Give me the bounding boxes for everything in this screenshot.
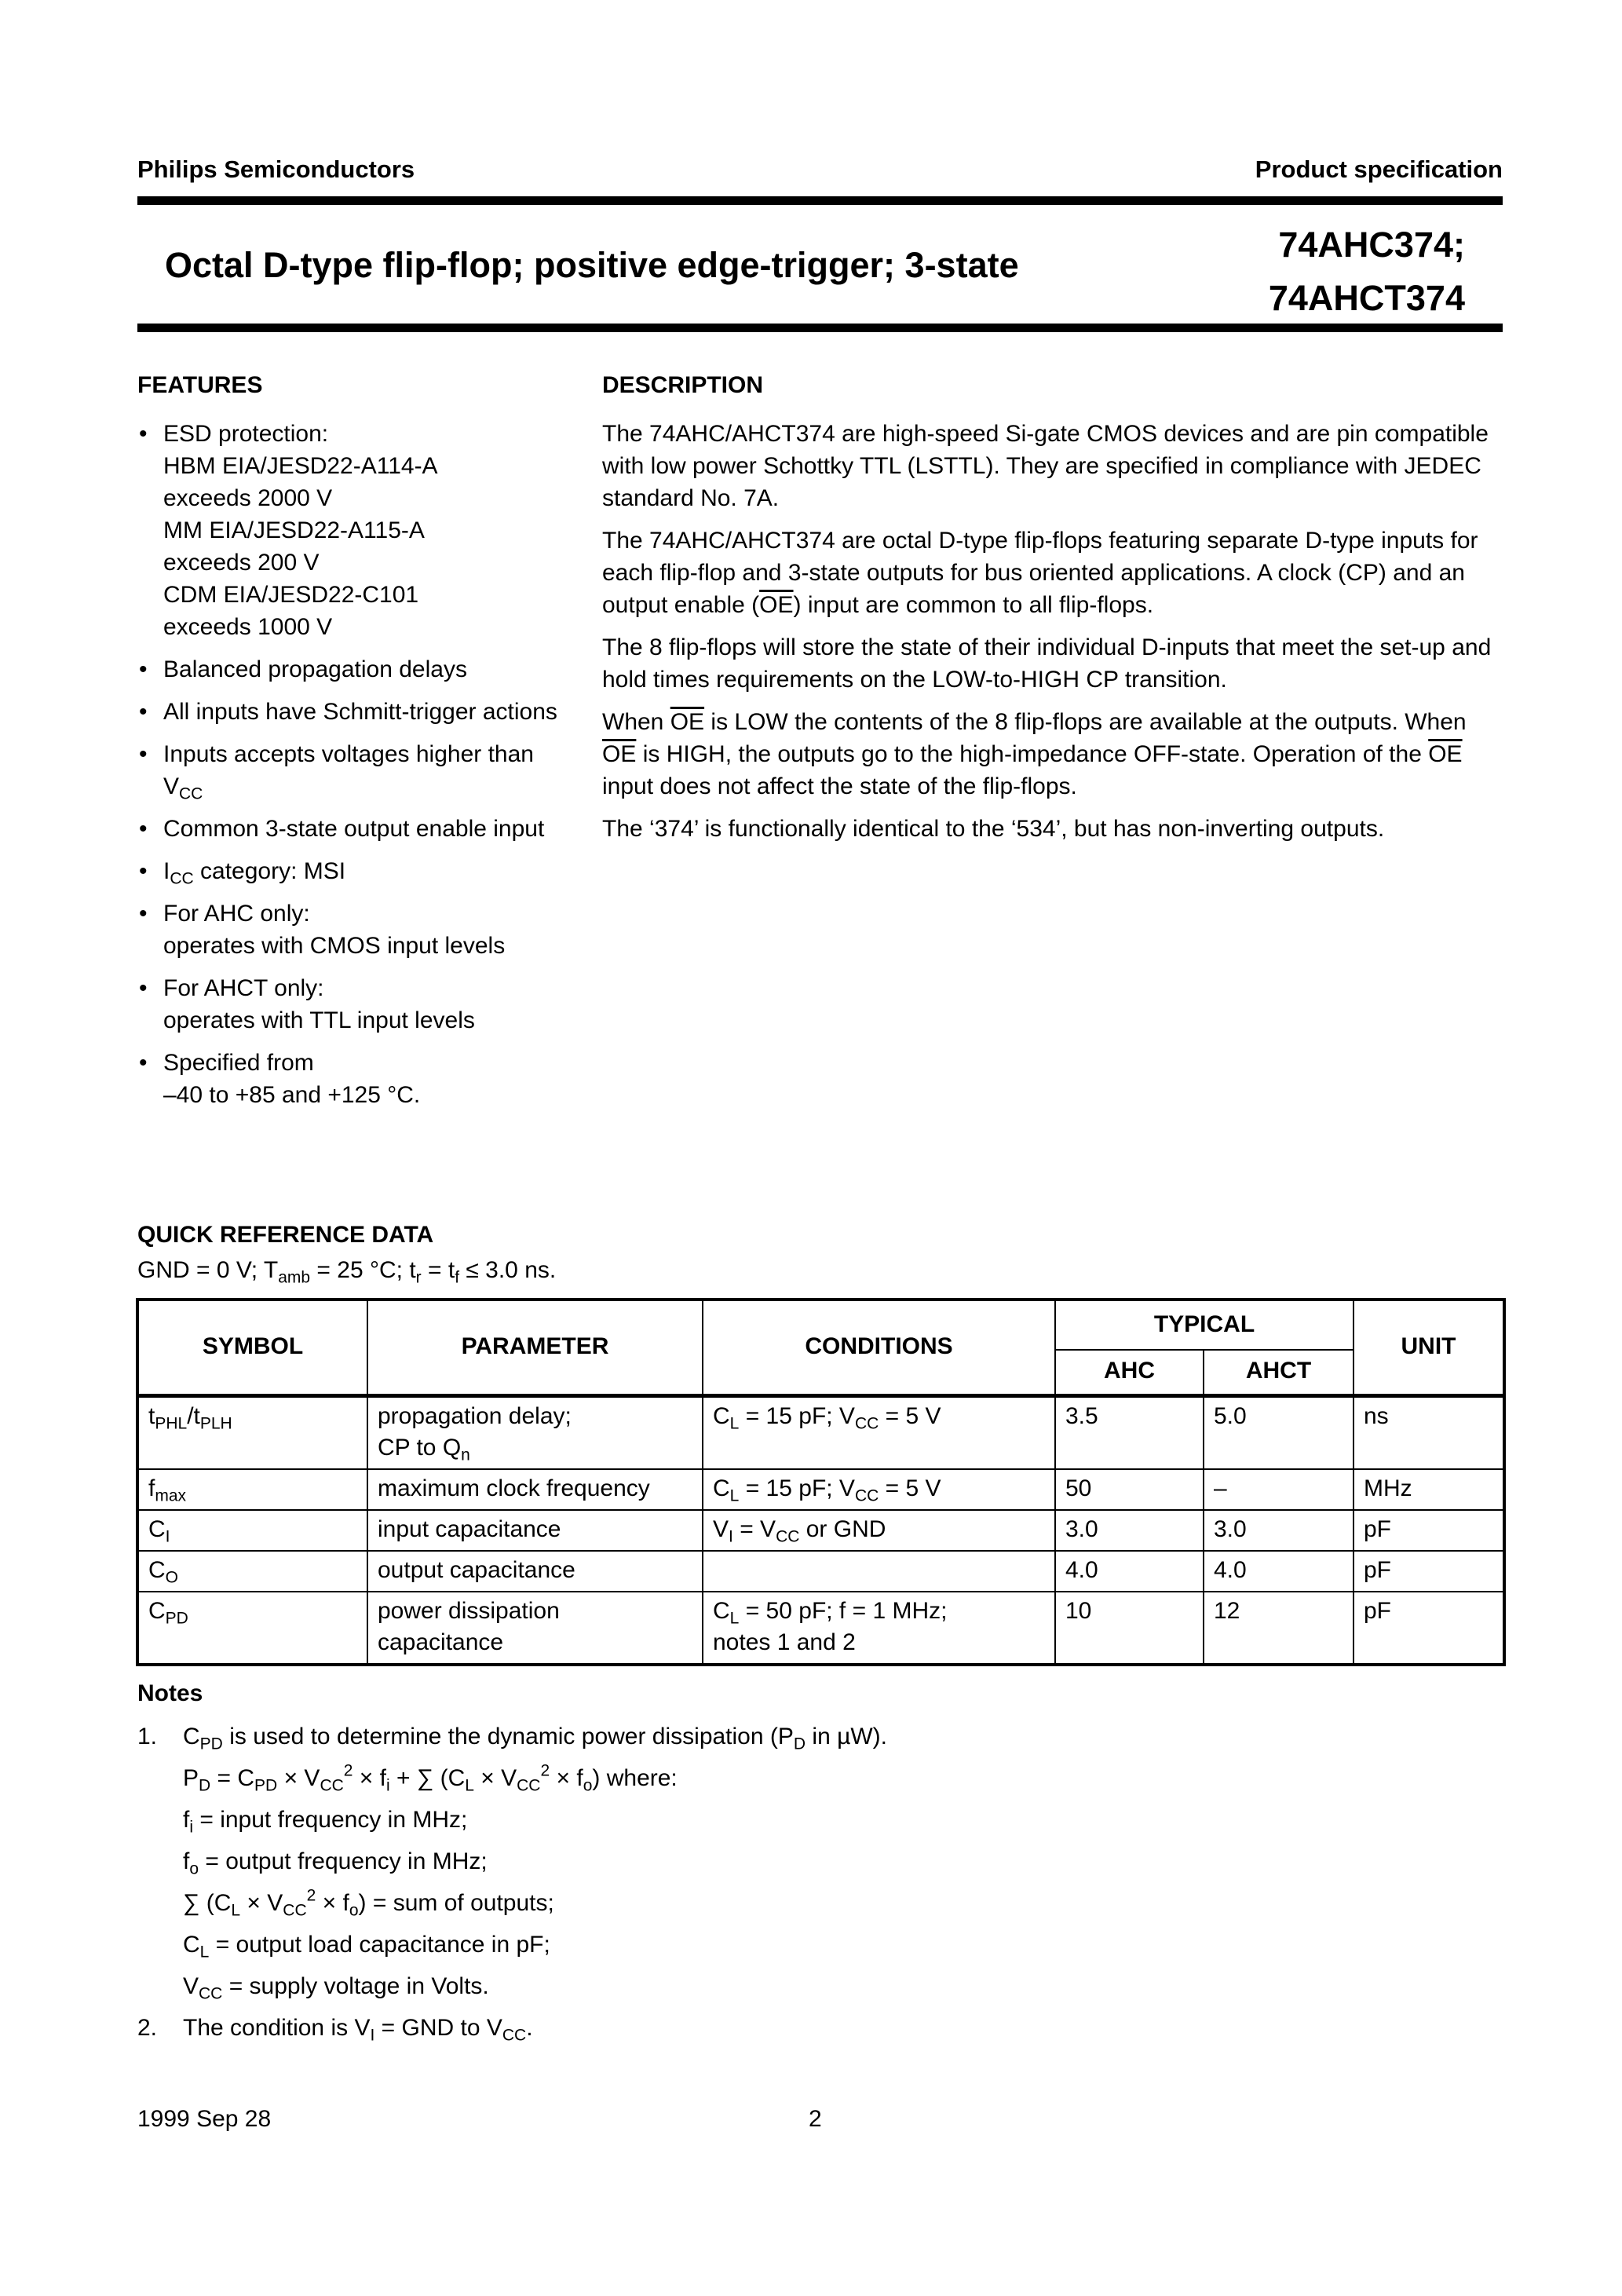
feature-item [137,653,577,686]
text-run: n [461,1445,470,1464]
quick-reference-conditions [137,1254,556,1286]
feature-line [163,738,577,803]
text-run: D [199,1776,211,1795]
cell-ahc: 10 [1055,1592,1204,1665]
text-run: = 5 V [879,1475,941,1501]
text-run: $\overline{OE}$ [602,741,637,767]
text-run: o [583,1776,593,1795]
cell-conditions [703,1469,1055,1510]
text-run: MM EIA/JESD22-A115-A [163,517,425,543]
notes-heading: Notes [137,1680,203,1706]
text-run: = 25 °C; t [310,1257,416,1283]
text-run: ) input are common to all flip-flops. [793,592,1154,618]
cell-unit: pF [1353,1592,1504,1665]
text-run: o [189,1859,199,1878]
text-run: amb [278,1268,311,1287]
title-rule [137,324,1503,332]
cell-ahc: 50 [1055,1469,1204,1510]
text-run: P [183,1765,199,1791]
col-header-conditions: CONDITIONS [703,1300,1055,1395]
text-run: Specified from [163,1050,314,1076]
cell-parameter [367,1469,703,1510]
text-run: CP to Q [378,1434,462,1461]
text-run: C [713,1597,730,1624]
text-run: ∑ (C [183,1890,232,1916]
text-run: i [386,1776,390,1795]
feature-item [137,738,577,803]
document-title: Octal D-type flip-flop; positive edge-trigger; 3-state [165,245,1019,285]
cell-symbol [137,1510,367,1551]
text-run: GND = 0 V; T [137,1257,279,1283]
text-run: HBM EIA/JESD22-A114-A [163,453,438,479]
cell-unit: ns [1353,1395,1504,1469]
feature-line [163,972,577,1004]
feature-line [163,482,577,514]
parameter-line [378,1514,692,1545]
text-run: CC [854,1486,879,1504]
text-run: CC [517,1776,541,1795]
cell-ahct: 3.0 [1204,1510,1353,1551]
note-line [137,1799,1237,1841]
table-row [137,1469,1504,1510]
cell-ahct: 5.0 [1204,1395,1353,1469]
text-run: × f [353,1765,386,1791]
text-run: input capacitance [378,1515,561,1542]
cell-conditions [703,1551,1055,1592]
header-rule [137,196,1503,205]
note-line [137,1965,1237,2007]
parameter-line [378,1473,692,1504]
note-line [137,1882,1237,1924]
feature-line [163,514,577,547]
cell-unit: pF [1353,1510,1504,1551]
conditions-line [713,1473,1045,1504]
col-header-symbol: SYMBOL [137,1300,367,1395]
feature-line [163,653,577,686]
text-run: $\overline{OE}$ [1428,741,1463,767]
text-run: PD [254,1776,278,1795]
feature-item [137,418,577,643]
conditions-line [713,1596,1045,1627]
feature-line [163,1079,577,1111]
text-run: × V [277,1765,320,1791]
feature-line [163,855,577,887]
text-run: $\overline{OE}$ [670,709,705,735]
description-paragraph [602,813,1501,845]
text-run: –40 to +85 and +125 °C. [163,1082,421,1108]
feature-line [163,547,577,579]
feature-line [163,898,577,930]
text-run: 2 [306,1886,316,1905]
conditions-line [713,1401,1045,1432]
note-line [137,1924,1237,1965]
cell-ahct: 12 [1204,1592,1353,1665]
text-run: ESD protection: [163,421,329,447]
parameter-line [378,1432,692,1464]
text-run: . [526,2015,533,2041]
text-run: capacitance [378,1629,504,1655]
text-run: r [415,1268,422,1287]
cell-unit: pF [1353,1551,1504,1592]
text-run: L [231,1901,241,1920]
text-run: × V [473,1765,517,1791]
text-run: CC [199,1984,223,2003]
text-run: C [148,1597,166,1624]
note-number: 1. [137,1724,158,1749]
col-header-typical: TYPICAL [1055,1300,1353,1350]
text-run: = supply voltage in Volts. [222,1973,489,1999]
text-run: PD [165,1608,188,1627]
note-line [137,1716,1237,1757]
cell-ahct: 4.0 [1204,1551,1353,1592]
text-run: is LOW the contents of the 8 flip-flops are available at the outputs. When [704,709,1467,735]
description-paragraph [602,706,1501,803]
feature-item [137,972,577,1036]
feature-line [163,418,577,450]
text-run: operates with CMOS input levels [163,933,506,959]
cell-parameter [367,1592,703,1665]
feature-line [163,1047,577,1079]
text-run: = 5 V [879,1402,941,1429]
note-text [183,1886,554,1920]
parameter-line [378,1401,692,1432]
text-run: C [183,1932,200,1958]
note-text [183,1848,488,1878]
text-run: C [713,1402,730,1429]
text-run: exceeds 1000 V [163,614,333,640]
part-number-line-1: 74AHC374; [1278,225,1465,265]
text-run: = GND to V [374,2015,502,2041]
parameter-line [378,1555,692,1586]
cell-symbol [137,1551,367,1592]
note-text [183,1761,678,1795]
feature-line [163,1004,577,1036]
text-run: C [148,1515,166,1542]
note-text [183,1932,550,1961]
text-run: is HIGH, the outputs go to the high-impedance OFF-state. Operation of the [636,741,1429,767]
text-run: The condition is V [183,2015,371,2041]
description-heading: DESCRIPTION [602,372,764,398]
text-run: The 74AHC/AHCT374 are octal D-type flip-flops featuring separate D-type inputs for each flip-flop and 3-state outputs for bus oriented applications. A clock (CP) and an output enable ( [602,528,1478,618]
text-run: CC [283,1901,307,1920]
part-number-line-2: 74AHCT374 [1268,278,1465,318]
text-run: When [602,709,670,735]
note-text [183,1807,468,1837]
text-run: input does not affect the state of the flip-flops. [602,773,1077,799]
cell-symbol [137,1592,367,1665]
cell-parameter [367,1510,703,1551]
feature-line [163,930,577,962]
text-run: The 8 flip-flops will store the state of their individual D-inputs that meet the set-up and hold times requirements on the LOW-to-HIGH CP transition. [602,634,1492,693]
feature-line [163,579,577,611]
text-run: CC [776,1526,800,1545]
text-run: f [183,1848,190,1874]
description-paragraph [602,418,1501,514]
text-run: I [165,1526,170,1545]
text-run: I [163,858,170,884]
feature-item [137,696,577,728]
cell-symbol [137,1395,367,1469]
text-run: L [729,1413,740,1432]
conditions-line [713,1627,1045,1658]
col-header-unit: UNIT [1353,1300,1504,1395]
description-paragraph [602,525,1501,621]
text-run: f [455,1268,460,1287]
quick-reference-table [136,1298,1506,1666]
feature-item [137,855,577,887]
text-run: PLH [199,1413,232,1432]
note-text [183,2015,533,2045]
feature-line [163,611,577,643]
col-header-ahct: AHCT [1204,1350,1353,1395]
cell-symbol [137,1469,367,1510]
description-paragraph [602,631,1501,696]
features-heading: FEATURES [137,372,263,398]
parameter-line [378,1627,692,1658]
text-run: I [729,1526,733,1545]
cell-parameter [367,1395,703,1469]
text-run: O [165,1567,179,1586]
feature-line [163,813,577,845]
text-run: or GND [799,1515,886,1542]
notes-section [137,1677,1237,2049]
feature-item [137,1047,577,1111]
cell-unit: MHz [1353,1469,1504,1510]
page-number: 2 [809,2106,822,2132]
text-run: power dissipation [378,1597,560,1624]
text-run: /t [187,1402,200,1429]
text-run: CC [320,1776,344,1795]
feature-line [163,450,577,482]
text-run: f [148,1475,155,1501]
text-run: L [465,1776,474,1795]
text-run: For AHC only: [163,901,310,927]
document-type: Product specification [1255,155,1503,183]
description-body [602,418,1501,855]
text-run: PD [199,1735,223,1753]
text-run: CC [854,1413,879,1432]
text-run: L [199,1943,210,1961]
text-run: notes 1 and 2 [713,1629,856,1655]
table-row [137,1395,1504,1469]
footer-date: 1999 Sep 28 [137,2106,272,2132]
company-name: Philips Semiconductors [137,155,415,183]
text-run: V [713,1515,729,1542]
text-run: For AHCT only: [163,975,324,1001]
cell-parameter [367,1551,703,1592]
text-run: o [349,1901,359,1920]
text-run: max [155,1486,187,1504]
text-run: C [713,1475,730,1501]
text-run: D [793,1735,806,1753]
part-number [1269,218,1465,325]
feature-item [137,898,577,962]
text-run: maximum clock frequency [378,1475,650,1501]
note-number: 2. [137,2015,158,2041]
text-run: = t [421,1257,455,1283]
note-text [183,1973,489,2003]
text-run: ) = sum of outputs; [358,1890,554,1916]
conditions-line [713,1514,1045,1545]
text-run: × V [240,1890,283,1916]
text-run: = 15 pF; V [739,1402,855,1429]
col-header-ahc: AHC [1055,1350,1204,1395]
text-run: CC [179,784,203,803]
text-run: ) where: [592,1765,678,1791]
note-line [137,1757,1237,1799]
text-run: = output frequency in MHz; [199,1848,488,1874]
text-run: in µW). [806,1724,888,1749]
text-run: t [148,1402,155,1429]
text-run: = input frequency in MHz; [193,1807,468,1833]
feature-item [137,813,577,845]
cell-ahc: 3.0 [1055,1510,1204,1551]
cell-conditions [703,1395,1055,1469]
text-run: = V [732,1515,776,1542]
cell-ahc: 4.0 [1055,1551,1204,1592]
text-run: output capacitance [378,1556,575,1583]
text-run: L [729,1608,740,1627]
text-run: operates with TTL input levels [163,1007,475,1033]
text-run: f [183,1807,190,1833]
text-run: = 15 pF; V [739,1475,855,1501]
text-run: Common 3-state output enable input [163,816,545,842]
text-run: I [370,2026,375,2045]
text-run: is used to determine the dynamic power dissipation (P [222,1724,794,1749]
cell-conditions [703,1510,1055,1551]
col-header-parameter: PARAMETER [367,1300,703,1395]
text-run: CC [502,2026,527,2045]
quick-reference-heading: QUICK REFERENCE DATA [137,1222,434,1248]
note-text [183,1724,888,1753]
text-run: All inputs have Schmitt-trigger actions [163,699,557,725]
text-run: × f [550,1765,583,1791]
note-line [137,1841,1237,1882]
text-run: CC [170,869,194,888]
text-run: propagation delay; [378,1402,572,1429]
text-run: 2 [540,1761,550,1780]
text-run: The 74AHC/AHCT374 are high-speed Si-gate CMOS devices and are pin compatible with low power Schottky TTL (LSTTL). They are specified in compliance with JEDEC standard No. 7A. [602,421,1489,511]
feature-line [163,696,577,728]
text-run: Inputs accepts voltages higher than V [163,741,534,799]
text-run: + ∑ (C [389,1765,466,1791]
cell-ahc: 3.5 [1055,1395,1204,1469]
text-run: The ‘374’ is functionally identical to the ‘534’, but has non-inverting outputs. [602,816,1385,842]
text-run: Balanced propagation delays [163,656,467,682]
text-run: $\overline{OE}$ [759,592,794,618]
text-run: category: MSI [193,858,346,884]
text-run: i [189,1818,194,1837]
text-run: C [148,1556,166,1583]
text-run: × f [316,1890,349,1916]
table-row [137,1592,1504,1665]
text-run: ≤ 3.0 ns. [459,1257,557,1283]
table-row [137,1510,1504,1551]
text-run: = 50 pF; f = 1 MHz; [739,1597,948,1624]
parameter-line [378,1596,692,1627]
cell-ahct: – [1204,1469,1353,1510]
text-run: V [183,1973,199,1999]
text-run: L [729,1486,740,1504]
text-run: PHL [155,1413,188,1432]
features-list [137,418,577,1121]
note-line [137,2007,1237,2049]
cell-conditions [703,1592,1055,1665]
text-run: exceeds 2000 V [163,485,333,511]
text-run: 2 [343,1761,353,1780]
table-row [137,1551,1504,1592]
text-run: = output load capacitance in pF; [209,1932,550,1958]
text-run: C [183,1724,200,1749]
text-run: CDM EIA/JESD22-C101 [163,582,419,608]
text-run: exceeds 200 V [163,550,320,576]
text-run: = C [210,1765,255,1791]
